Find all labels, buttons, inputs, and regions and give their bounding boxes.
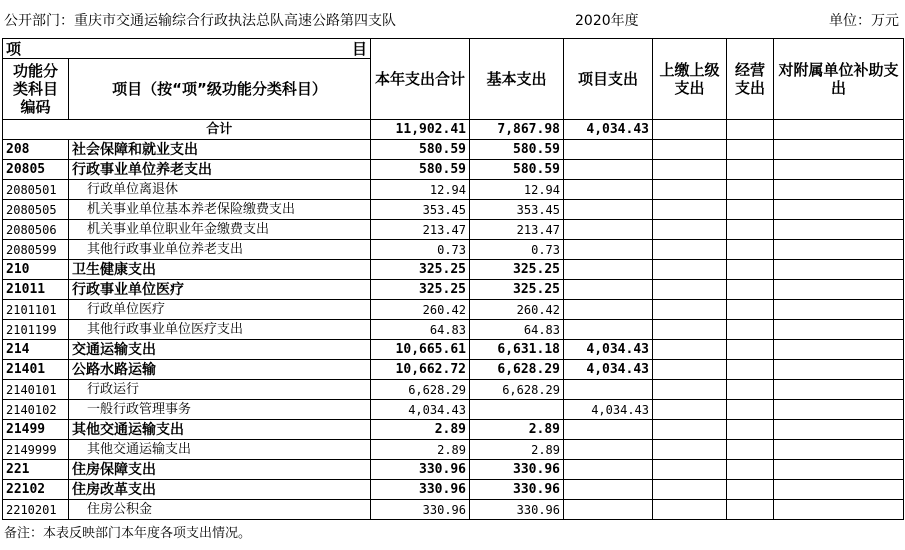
row-basic: 330.96 [470,480,564,500]
row-code: 214 [3,340,69,360]
row-upper [653,320,727,340]
row-code: 2210201 [3,500,69,520]
row-basic: 0.73 [470,240,564,260]
row-code: 2080599 [3,240,69,260]
row-total: 12.94 [371,180,470,200]
row-subsidy [774,140,904,160]
table-row [3,360,904,380]
row-basic: 260.42 [470,300,564,320]
row-project: 4,034.43 [564,360,653,380]
row-project [564,160,653,180]
row-total: 10,662.72 [371,360,470,380]
row-project: 4,034.43 [564,400,653,420]
header-item-left: 项 [3,39,69,59]
row-project [564,280,653,300]
row-subsidy [774,180,904,200]
row-basic: 580.59 [470,160,564,180]
row-total: 325.25 [371,280,470,300]
row-subsidy [774,420,904,440]
row-subsidy [774,300,904,320]
row-project [564,200,653,220]
table-row [3,180,904,200]
row-basic: 213.47 [470,220,564,240]
row-upper [653,440,727,460]
row-upper [653,420,727,440]
row-project [564,220,653,240]
row-basic: 2.89 [470,440,564,460]
row-subsidy [774,380,904,400]
row-project [564,260,653,280]
row-basic: 330.96 [470,460,564,480]
row-code: 210 [3,260,69,280]
header-total: 本年支出合计 [371,39,470,120]
row-upper [653,480,727,500]
row-basic: 353.45 [470,200,564,220]
table-row [3,400,904,420]
row-code: 2101101 [3,300,69,320]
row-business [727,280,774,300]
row-business [727,380,774,400]
row-project [564,440,653,460]
row-business [727,240,774,260]
row-name: 行政运行 [69,380,371,400]
report-header [0,0,905,38]
row-total: 2.89 [371,440,470,460]
unit-label: 单位：万元 [829,13,899,29]
header-item-right: 目 [69,39,371,59]
row-name: 机关事业单位职业年金缴费支出 [69,220,371,240]
table-row [3,460,904,480]
row-subsidy [774,260,904,280]
row-business [727,260,774,280]
row-total: 580.59 [371,160,470,180]
row-code: 20805 [3,160,69,180]
row-upper [653,460,727,480]
row-total: 10,665.61 [371,340,470,360]
row-project [564,300,653,320]
row-name: 其他交通运输支出 [69,440,371,460]
row-total: 330.96 [371,460,470,480]
row-total: 330.96 [371,480,470,500]
row-project [564,420,653,440]
row-business [727,220,774,240]
row-name: 机关事业单位基本养老保险缴费支出 [69,200,371,220]
row-subsidy [774,460,904,480]
row-project [564,140,653,160]
row-upper [653,260,727,280]
row-name: 行政事业单位养老支出 [69,160,371,180]
row-name: 住房公积金 [69,500,371,520]
footnote: 备注：本表反映部门本年度各项支出情况。 [4,526,252,541]
row-subsidy [774,240,904,260]
row-code: 2140102 [3,400,69,420]
row-business [727,300,774,320]
row-business [727,320,774,340]
row-project: 4,034.43 [564,120,653,140]
row-project [564,180,653,200]
table-row [3,500,904,520]
row-code: 21011 [3,280,69,300]
row-basic: 580.59 [470,140,564,160]
table-row [3,280,904,300]
row-basic: 2.89 [470,420,564,440]
row-code: 22102 [3,480,69,500]
row-business [727,400,774,420]
table-row [3,220,904,240]
row-name: 社会保障和就业支出 [69,140,371,160]
row-basic: 7,867.98 [470,120,564,140]
row-code [3,120,69,140]
row-subsidy [774,500,904,520]
expenditure-table [2,38,904,520]
row-name: 行政单位离退休 [69,180,371,200]
row-name: 其他行政事业单位养老支出 [69,240,371,260]
row-total: 64.83 [371,320,470,340]
row-business [727,140,774,160]
table-row [3,440,904,460]
row-subsidy [774,480,904,500]
row-project [564,380,653,400]
header-upper: 上缴上级支出 [653,39,727,120]
row-business [727,180,774,200]
row-name: 公路水路运输 [69,360,371,380]
table-row [3,420,904,440]
row-business [727,500,774,520]
row-subsidy [774,440,904,460]
year-label: 2020年度 [575,13,639,29]
table-row [3,200,904,220]
row-upper [653,380,727,400]
row-code: 2080506 [3,220,69,240]
row-business [727,340,774,360]
row-basic: 64.83 [470,320,564,340]
row-upper [653,360,727,380]
row-upper [653,280,727,300]
row-upper [653,500,727,520]
row-subsidy [774,120,904,140]
header-basic: 基本支出 [470,39,564,120]
row-basic: 325.25 [470,280,564,300]
row-project [564,500,653,520]
header-code: 功能分类科目编码 [3,59,69,120]
row-total: 0.73 [371,240,470,260]
row-code: 21401 [3,360,69,380]
header-business: 经营支出 [727,39,774,120]
row-subsidy [774,280,904,300]
row-code: 2101199 [3,320,69,340]
row-subsidy [774,220,904,240]
row-basic: 330.96 [470,500,564,520]
row-name: 交通运输支出 [69,340,371,360]
row-name: 其他行政事业单位医疗支出 [69,320,371,340]
row-upper [653,240,727,260]
header-row-item [3,39,904,59]
row-name: 合计 [69,120,371,140]
header-name: 项目（按“项”级功能分类科目） [69,59,371,120]
table-row [3,140,904,160]
row-basic: 12.94 [470,180,564,200]
row-total: 260.42 [371,300,470,320]
row-total: 4,034.43 [371,400,470,420]
row-code: 221 [3,460,69,480]
row-subsidy [774,320,904,340]
row-subsidy [774,160,904,180]
row-upper [653,180,727,200]
row-name: 住房改革支出 [69,480,371,500]
row-basic [470,400,564,420]
table-row [3,300,904,320]
row-total: 2.89 [371,420,470,440]
row-total: 330.96 [371,500,470,520]
row-total: 213.47 [371,220,470,240]
row-business [727,120,774,140]
row-name: 行政事业单位医疗 [69,280,371,300]
row-business [727,160,774,180]
table-row [3,240,904,260]
row-business [727,480,774,500]
table-row [3,480,904,500]
row-total: 580.59 [371,140,470,160]
department-label: 公开部门：重庆市交通运输综合行政执法总队高速公路第四支队 [4,13,396,29]
row-project [564,460,653,480]
table-row [3,160,904,180]
row-project [564,240,653,260]
header-subsidy: 对附属单位补助支出 [774,39,904,120]
row-name: 其他交通运输支出 [69,420,371,440]
row-business [727,200,774,220]
row-basic: 325.25 [470,260,564,280]
row-subsidy [774,360,904,380]
row-subsidy [774,340,904,360]
row-basic: 6,631.18 [470,340,564,360]
row-code: 2140101 [3,380,69,400]
table-row [3,320,904,340]
row-upper [653,300,727,320]
table-row [3,120,904,140]
row-business [727,460,774,480]
row-name: 一般行政管理事务 [69,400,371,420]
header-project: 项目支出 [564,39,653,120]
row-name: 卫生健康支出 [69,260,371,280]
row-project [564,480,653,500]
row-upper [653,120,727,140]
row-business [727,360,774,380]
row-code: 2080505 [3,200,69,220]
row-code: 2080501 [3,180,69,200]
row-subsidy [774,400,904,420]
row-code: 208 [3,140,69,160]
row-upper [653,400,727,420]
row-basic: 6,628.29 [470,380,564,400]
row-project: 4,034.43 [564,340,653,360]
row-business [727,440,774,460]
row-upper [653,160,727,180]
row-total: 11,902.41 [371,120,470,140]
row-code: 21499 [3,420,69,440]
row-upper [653,340,727,360]
row-subsidy [774,200,904,220]
row-business [727,420,774,440]
row-total: 6,628.29 [371,380,470,400]
row-total: 325.25 [371,260,470,280]
table-row [3,380,904,400]
row-project [564,320,653,340]
row-basic: 6,628.29 [470,360,564,380]
row-upper [653,140,727,160]
row-code: 2149999 [3,440,69,460]
row-total: 353.45 [371,200,470,220]
row-upper [653,220,727,240]
table-row [3,260,904,280]
table-row [3,340,904,360]
row-name: 住房保障支出 [69,460,371,480]
row-name: 行政单位医疗 [69,300,371,320]
row-upper [653,200,727,220]
